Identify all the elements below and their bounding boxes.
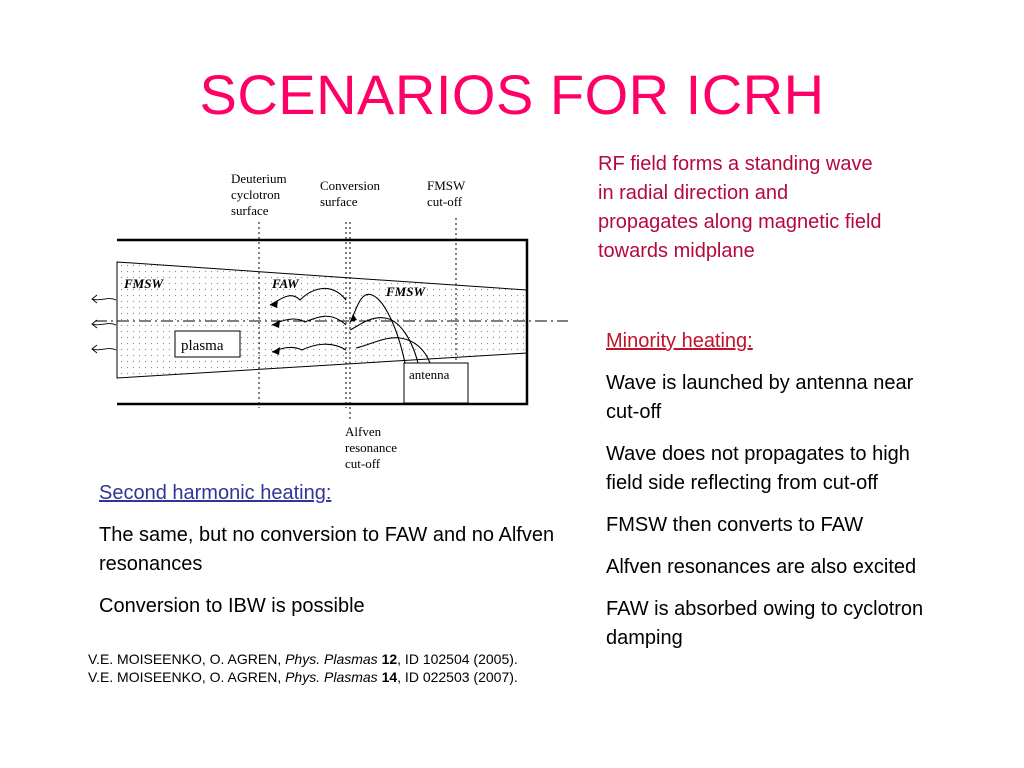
deuterium-label-1: Deuterium bbox=[231, 171, 287, 186]
fmsw-cutoff-label-2: cut-off bbox=[427, 194, 463, 209]
conversion-label-2: surface bbox=[320, 194, 358, 209]
second-harmonic-heading: Second harmonic heating: bbox=[99, 482, 332, 504]
alfven-label-3: cut-off bbox=[345, 456, 381, 471]
alfven-label-2: resonance bbox=[345, 440, 397, 455]
fmsw-mid-label: FMSW bbox=[386, 284, 426, 299]
alfven-label-1: Alfven bbox=[345, 424, 382, 439]
minority-point: FAW is absorbed owing to cyclotron damping bbox=[606, 598, 924, 649]
deuterium-label-3: surface bbox=[231, 203, 269, 218]
fmsw-cutoff-label-1: FMSW bbox=[427, 178, 466, 193]
minority-point: Alfven resonances are also excited bbox=[606, 556, 917, 578]
minority-heading: Minority heating: bbox=[606, 330, 753, 352]
second-harmonic-point: Conversion to IBW is possible bbox=[99, 595, 365, 617]
antenna-label: antenna bbox=[409, 367, 450, 382]
minority-point: FMSW then converts to FAW bbox=[606, 514, 864, 536]
minority-heating-section bbox=[606, 327, 946, 666]
plasma-wedge bbox=[117, 262, 527, 378]
fmsw-left-label: FMSW bbox=[124, 276, 164, 291]
rf-field-note: RF field forms a standing wave in radial direction and propagates along magnetic field towards midplane bbox=[598, 153, 882, 262]
second-harmonic-point: The same, but no conversion to FAW and no Alfven resonances bbox=[99, 524, 555, 575]
plasma-label: plasma bbox=[181, 338, 224, 354]
conversion-label-1: Conversion bbox=[320, 178, 380, 193]
faw-label: FAW bbox=[272, 276, 299, 291]
minority-point: Wave is launched by antenna near cut-off bbox=[606, 372, 914, 423]
exit-arrows bbox=[92, 295, 116, 353]
second-harmonic-section bbox=[99, 479, 569, 634]
deuterium-label-2: cyclotron bbox=[231, 187, 281, 202]
reference-item: V.E. MOISEENKO, O. AGREN, Phys. Plasmas 12, ID 102504 (2005). bbox=[88, 651, 518, 667]
page-title: SCENARIOS FOR ICRH bbox=[199, 63, 825, 126]
references bbox=[88, 650, 628, 686]
reference-item: V.E. MOISEENKO, O. AGREN, Phys. Plasmas 14, ID 022503 (2007). bbox=[88, 669, 518, 685]
minority-point: Wave does not propagates to high field side reflecting from cut-off bbox=[606, 443, 910, 494]
